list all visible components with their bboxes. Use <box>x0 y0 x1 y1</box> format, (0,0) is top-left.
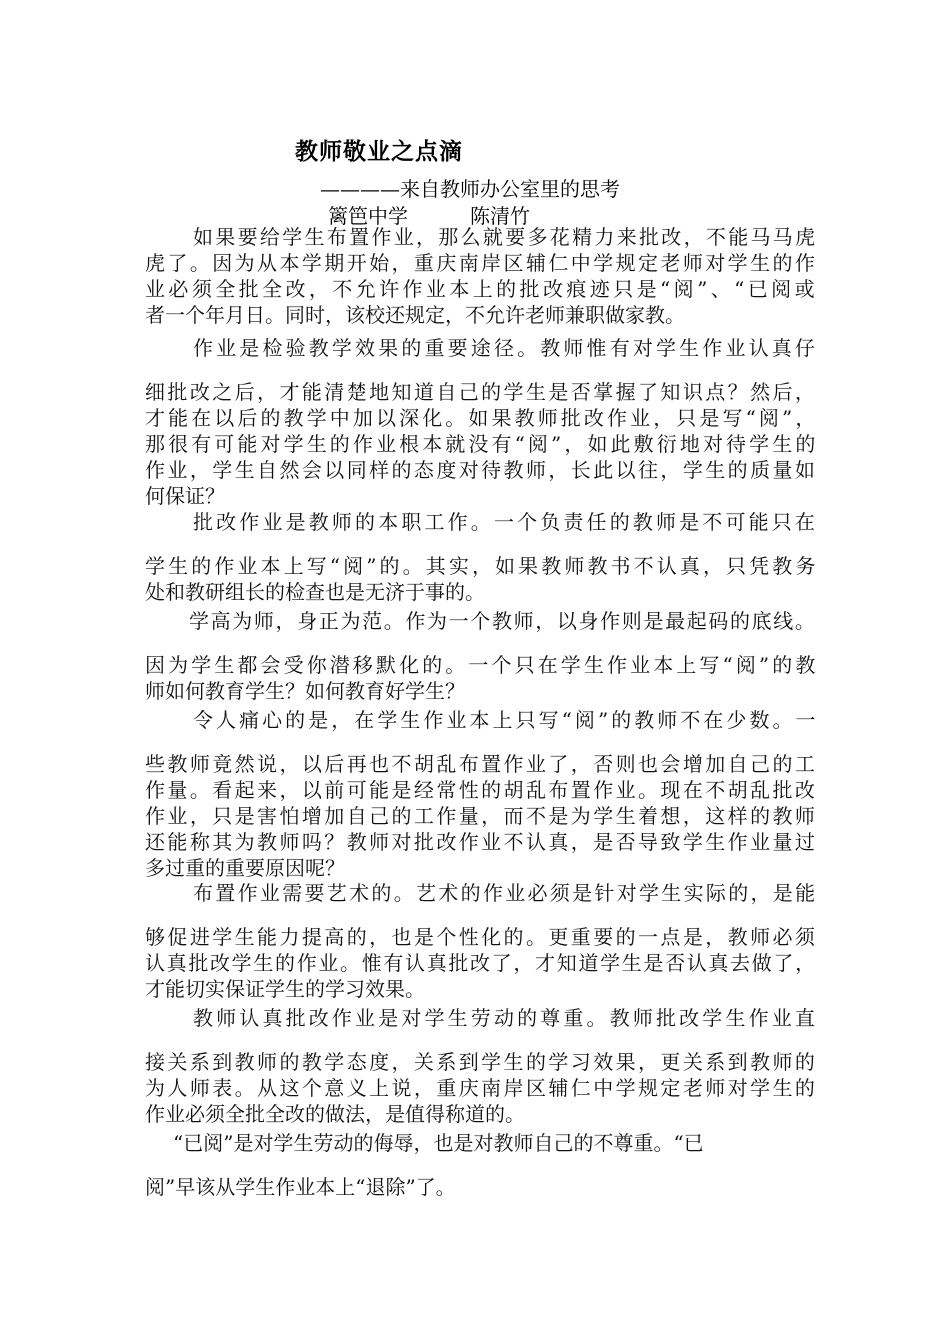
paragraph-line: 认真批改学生的作业。惟有认真批改了，才知道学生是否认真去做了， <box>145 951 817 975</box>
paragraph-line: 批改作业是教师的本职工作。一个负责任的教师是不可能只在 <box>193 510 819 534</box>
paragraph-line: 教师认真批改作业是对学生劳动的尊重。教师批改学生作业直 <box>193 1006 819 1030</box>
paragraph-line: 何保证？ <box>145 484 225 508</box>
paragraph-line: 接关系到教师的教学态度，关系到学生的学习效果，更关系到教师的 <box>145 1050 818 1074</box>
paragraph-line: 令人痛心的是，在学生作业本上只写“阅”的教师不在少数。一 <box>193 708 819 732</box>
paragraph-3 <box>145 509 819 605</box>
paragraph-line: 布置作业需要艺术的。艺术的作业必须是针对学生实际的，是能 <box>193 881 818 905</box>
paragraph-line: 些教师竟然说，以后再也不胡乱布置作业了，否则也会增加自己的工 <box>145 752 818 776</box>
paragraph-line: 那很有可能对学生的作业根本就没有“阅”，如此敷衍地对待学生的 <box>145 432 819 456</box>
paragraph-6 <box>145 880 818 1002</box>
paragraph-7 <box>145 1005 819 1127</box>
paragraph-line: 如果要给学生布置作业，那么就要多花精力来批改，不能马马虎 <box>193 225 818 249</box>
paragraph-2 <box>145 335 819 509</box>
paragraph-5 <box>145 707 819 881</box>
paragraph-line: 因为学生都会受你潜移默化的。一个只在学生作业本上写“阅”的教 <box>145 653 819 677</box>
paragraph-line: 学生的作业本上写“阅”的。其实，如果教师教书不认真，只凭教务 <box>145 554 819 578</box>
paragraph-line: 师如何教育学生？如何教育好学生？ <box>145 679 465 703</box>
paragraph-line: 作业是检验教学效果的重要途径。教师惟有对学生作业认真仔 <box>193 336 819 360</box>
paragraph-line: 才能切实保证学生的学习效果。 <box>145 977 425 1001</box>
paragraph-line: 处和教研组长的检查也是无济于事的。 <box>145 580 485 604</box>
paragraph-line: 才能在以后的教学中加以深化。如果教师批改作业，只是写“阅”， <box>145 406 819 430</box>
author-name: 陈清竹 <box>470 204 530 228</box>
document-subtitle: ————来自教师办公室里的思考 <box>320 177 620 201</box>
paragraph-line: 作业，只是害怕增加自己的工作量，而不是为学生着想，这样的教师 <box>145 804 818 828</box>
author-school: 篱笆中学 <box>328 204 408 228</box>
paragraph-line: 作量。看起来，以前可能是经常性的胡乱布置作业。现在不胡乱批改 <box>145 778 818 802</box>
paragraph-line: 作业，学生自然会以同样的态度对待教师，长此以往，学生的质量如 <box>145 458 818 482</box>
paragraph-line: 细批改之后，才能清楚地知道自己的学生是否掌握了知识点？然后， <box>145 380 818 404</box>
paragraph-line: 够促进学生能力提高的，也是个性化的。更重要的一点是，教师必须 <box>145 925 818 949</box>
paragraph-line: 业必须全批全改，不允许作业本上的批改痕迹只是“阅”、“已阅或 <box>145 277 818 301</box>
paragraph-line: 虎了。因为从本学期开始，重庆南岸区辅仁中学规定老师对学生的作 <box>145 251 818 275</box>
paragraph-8 <box>145 1130 815 1200</box>
paragraph-1 <box>145 224 818 328</box>
paragraph-4 <box>145 608 819 704</box>
paragraph-line: 者一个年月日。同时，该校还规定，不允许老师兼职做家教。 <box>145 303 685 327</box>
paragraph-line: 还能称其为教师吗？教师对批改作业不认真，是否导致学生作业量过 <box>145 830 818 854</box>
paragraph-line: “已阅”是对学生劳动的侮辱，也是对教师自己的不尊重。“已 <box>173 1131 704 1155</box>
paragraph-line: 学高为师，身正为范。作为一个教师，以身作则是最起码的底线。 <box>189 609 817 633</box>
paragraph-line: 阅”早该从学生作业本上“退除”了。 <box>145 1175 456 1199</box>
paragraph-line: 多过重的重要原因呢？ <box>145 856 345 880</box>
paragraph-line: 为人师表。从这个意义上说，重庆南岸区辅仁中学规定老师对学生的 <box>145 1076 818 1100</box>
document-title: 教师敬业之点滴 <box>295 139 463 165</box>
paragraph-line: 作业必须全批全改的做法，是值得称道的。 <box>145 1102 525 1126</box>
